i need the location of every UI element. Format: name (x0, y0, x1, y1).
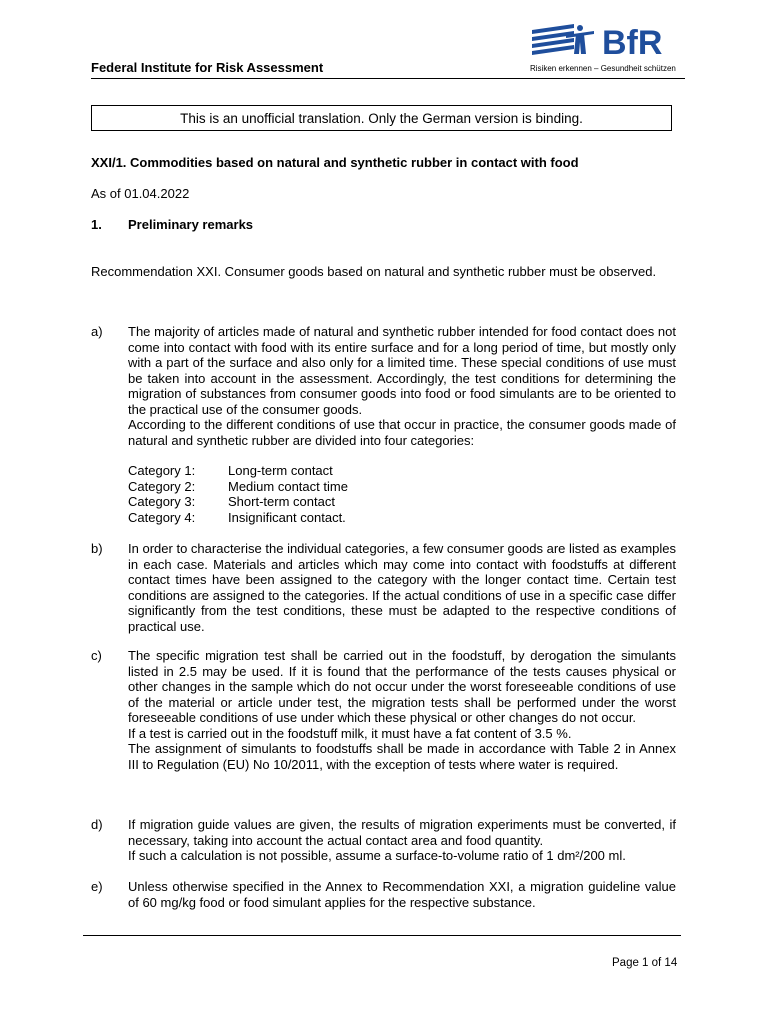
category-name: Category 2: (128, 478, 196, 494)
paragraph: If migration guide values are given, the results of migration experiments must be converted, if necessary, taking into account the actual contact area and food quantity. (128, 817, 676, 848)
page-number: Page 1 of 14 (612, 957, 678, 969)
item-label-c: c) (91, 648, 102, 663)
paragraph: If a test is carried out in the foodstuff milk, it must have a fat content of 3.5 %. (128, 725, 572, 741)
item-body-a (128, 324, 676, 448)
item-body-d (128, 817, 676, 864)
document-title: XXI/1. Commodities based on natural and synthetic rubber in contact with food (91, 155, 579, 170)
paragraph: The specific migration test shall be carried out in the foodstuff, by derogation the simulants listed in 2.5 may be used. If it is found that the performance of the tests causes physical or other changes in the sample which do not occur under the worst foreseeable conditions of use of the material or article under test, the migration tests shall be performed under the worst foreseeable conditions of use under which these physical or other changes do not occur. (128, 648, 676, 725)
category-desc: Long-term contact (228, 463, 333, 478)
category-desc: Short-term contact (228, 494, 335, 509)
item-label-e: e) (91, 879, 103, 894)
paragraph: The assignment of simulants to foodstuffs shall be made in accordance with Table 2 in Annex III to Regulation (EU) No 10/2011, with the exception of tests where water is required. (128, 741, 676, 772)
item-body-c (128, 648, 676, 772)
item-label-d: d) (91, 817, 103, 832)
paragraph: If such a calculation is not possible, assume a surface-to-volume ratio of 1 dm²/200 ml. (128, 848, 626, 863)
category-desc: Insignificant contact. (228, 509, 346, 525)
item-body-b (128, 541, 676, 634)
translation-notice: This is an unofficial translation. Only the German version is binding. (91, 105, 672, 131)
item-label-b: b) (91, 541, 103, 556)
paragraph: The majority of articles made of natural and synthetic rubber intended for food contact does not come into contact with food with its entire surface and for a long period of time, but mostly only with a part of the surface and also only for a limited time. These special conditions of use must be taken into account in the assessment. Accordingly, the test conditions for determining the migration of substances from consumer goods into food or food simulants are to be oriented to the practical use of the consumer goods. (128, 324, 676, 417)
paragraph: According to the different conditions of use that occur in practice, the consumer goods made of natural and synthetic rubber are divided into four categories: (128, 417, 676, 448)
category-row (128, 494, 348, 510)
header-divider (91, 78, 685, 79)
item-label-a: a) (91, 324, 103, 339)
section-number: 1. (91, 217, 102, 232)
category-name: Category 4: (128, 509, 196, 525)
category-row (128, 510, 348, 526)
paragraph: In order to characterise the individual categories, a few consumer goods are listed as examples in each case. Materials and articles which may come into contact with foodstuffs at different contact times have been assigned to the category with the longer contact time. Certain test conditions are assigned to the categories. If the actual conditions of use in a specific case differ significantly from the test conditions, these must be adapted to the respective conditions of practical use. (128, 541, 676, 634)
logo-text: BfR (602, 24, 663, 62)
item-body-e (128, 879, 676, 910)
category-row (128, 463, 348, 479)
logo-mark (530, 22, 690, 66)
paragraph: Unless otherwise specified in the Annex to Recommendation XXI, a migration guideline value of 60 mg/kg food or food simulant applies for the respective substance. (128, 879, 676, 910)
logo-tagline: Risiken erkennen – Gesundheit schützen (530, 64, 676, 73)
as-of-date: As of 01.04.2022 (91, 186, 190, 201)
category-row (128, 479, 348, 495)
category-list (128, 463, 348, 525)
footer-divider (83, 935, 681, 936)
intro-paragraph: Recommendation XXI. Consumer goods based on natural and synthetic rubber must be observed. (91, 264, 657, 279)
category-name: Category 3: (128, 494, 196, 509)
institute-name: Federal Institute for Risk Assessment (91, 60, 324, 75)
category-desc: Medium contact time (228, 478, 348, 494)
category-name: Category 1: (128, 463, 196, 478)
section-title: Preliminary remarks (128, 217, 254, 232)
